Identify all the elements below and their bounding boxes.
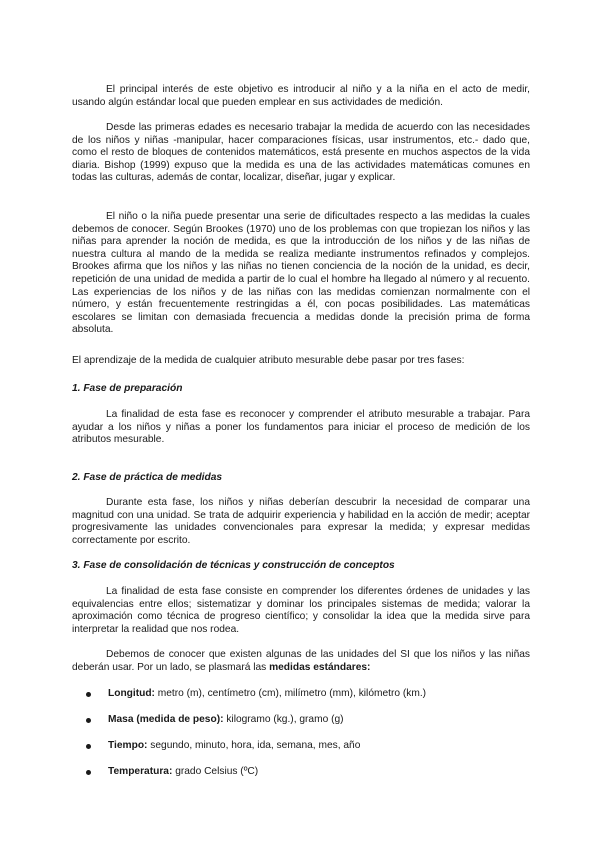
- paragraph-phase-2: Durante esta fase, los niños y niñas deberían descubrir la necesidad de comparar una magnitud con una unidad. Se trata de adquirir experiencia y habilidad en la acción de medir; aceptar progresivamente las unidades convencionales para expresar la medida; y expresar medidas correctamente por escrito.: [72, 497, 530, 546]
- bullet-icon: [86, 718, 91, 723]
- si-units-bold: medidas estándares:: [269, 661, 371, 673]
- bullet-icon: [86, 692, 91, 697]
- paragraph-phases-intro: El aprendizaje de la medida de cualquier atributo mesurable debe pasar por tres fases:: [72, 355, 465, 366]
- unit-values: grado Celsius (ºC): [172, 766, 259, 777]
- paragraph-difficulties: El niño o la niña puede presentar una serie de dificultades respecto a las medidas la cuales debemos de conocer. Según Brookes (1970) uno de los problemas con que tropiezan los niños y las niñas para aprender la noción de medida, es que la introducción de los niños y de las niñas de nuestra cultura al mando de la medida se realiza mediante instrumentos refinados y complejos. Brookes afirma que los niños y las niñas no tienen conciencia de la noción de la unidad, es decir, repetición de una unidad de medida a partir de lo cual el hombre ha llegado al número y al recuento. Las experiencias de los niños y de las niñas con las medidas comienzan normalmente con el número, y están frecuentemente restringidas a él, con pocas posibilidades. Las matemáticas escolares se limitan con demasiada frecuencia a medidas donde la precisión prima de forma absoluta.: [72, 211, 530, 336]
- heading-phase-2: 2. Fase de práctica de medidas: [72, 472, 223, 483]
- paragraph-phase-3: La finalidad de esta fase consiste en comprender los diferentes órdenes de unidades y las equivalencias entre ellos; sistematizar y dominar los principales sistemas de medida; valorar la aproximación como técnica de progreso científico; y consolidar la idea que la medida sirve para interpretar la realidad que nos rodea.: [72, 586, 530, 635]
- heading-phase-1: 1. Fase de preparación: [72, 383, 183, 394]
- paragraph-phase-1: La finalidad de esta fase es reconocer y comprender el atributo mesurable a trabajar. Para ayudar a los niños y niñas a poner los fundamentos para iniciar el proceso de medición de los atributos mesurable.: [72, 409, 530, 446]
- unit-term: Masa (medida de peso):: [108, 714, 224, 725]
- paragraph-early-ages: Desde las primeras edades es necesario trabajar la medida de acuerdo con las necesidades de los niños y niñas -manipular, hacer comparaciones físicas, usar instrumentos, etc.- dado que, como el resto de bloques de contenidos matemáticos, está presente en muchos aspectos de la vida diaria. Bishop (1999) expuso que la medida es una de las actividades matemáticas comunes en todas las culturas, además de contar, localizar, diseñar, jugar y explicar.: [72, 122, 530, 184]
- paragraph-si-units: [72, 649, 530, 674]
- unit-term: Temperatura:: [108, 766, 173, 777]
- unit-values: kilogramo (kg.), gramo (g): [223, 714, 344, 725]
- heading-phase-3: 3. Fase de consolidación de técnicas y construcción de conceptos: [72, 560, 395, 571]
- unit-values: segundo, minuto, hora, ida, semana, mes, año: [147, 740, 361, 751]
- bullet-icon: [86, 744, 91, 749]
- unit-term: Tiempo:: [108, 740, 148, 751]
- bullet-icon: [86, 770, 91, 775]
- unit-term: Longitud:: [108, 688, 155, 699]
- paragraph-objective: El principal interés de este objetivo es introducir al niño y a la niña en el acto de medir, usando algún estándar local que pueden emplear en sus actividades de medición.: [72, 84, 530, 108]
- si-units-text: Debemos de conocer que existen algunas de las unidades del SI que los niños y las niñas deberán usar. Por un lado, se plasmará las: [72, 649, 530, 673]
- unit-values: metro (m), centímetro (cm), milímetro (mm), kilómetro (km.): [154, 688, 427, 699]
